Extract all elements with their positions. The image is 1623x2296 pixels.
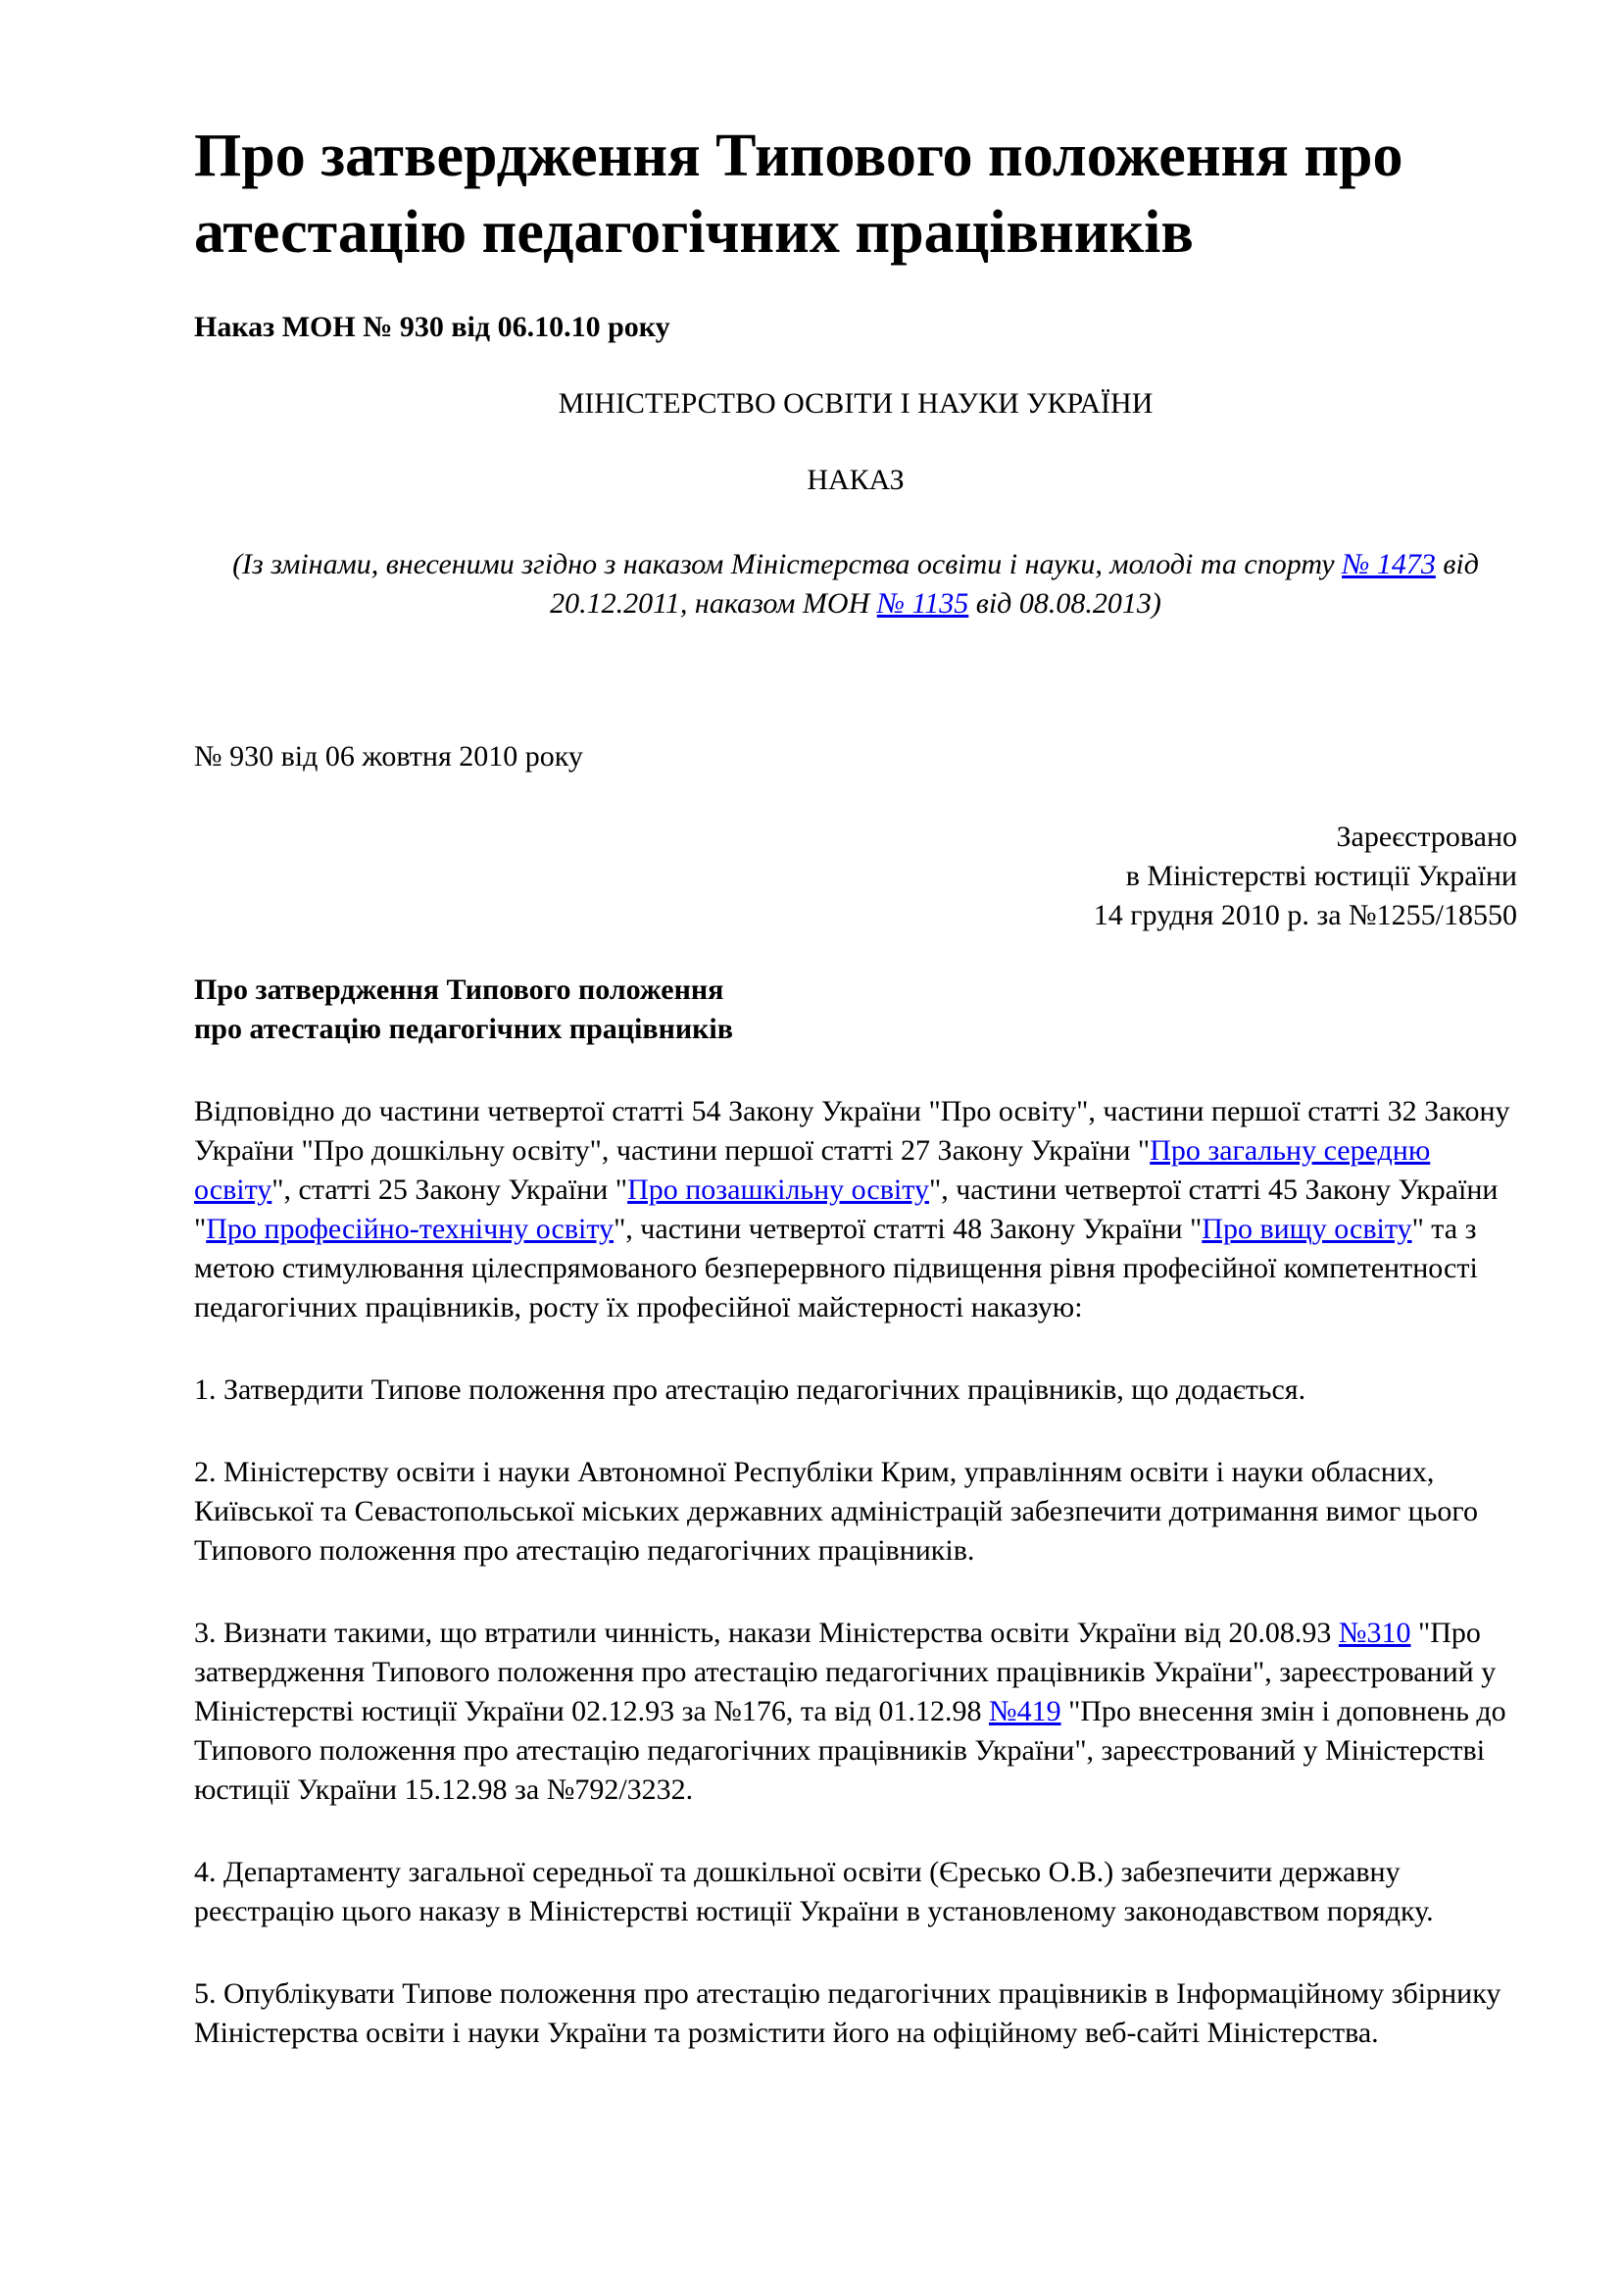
order-heading: НАКАЗ <box>807 464 905 496</box>
registration-line-1: Зареєстровано <box>1336 821 1517 853</box>
item3-text-2: "Про затвердження Типового положення про атестацію педагогічних працівників України", зареєстрований у Міністерстві юстиції України 02.12.93 за №176, та від 01.12.98 <box>194 1617 1497 1727</box>
amendments-text-2: від 20.12.2011, наказом МОН <box>550 548 1479 620</box>
preamble-text-5: " та з метою стимулювання цілеспрямованого безперервного підвищення рівня професійної компетентності педагогічних працівників, росту їх професійної майстерності наказую: <box>194 1213 1478 1323</box>
order-number: № 930 від 06 жовтня 2010 року <box>194 740 583 773</box>
document-title-line1: Про затвердження Типового положення <box>194 973 724 1006</box>
preamble-text-1: Відповідно до частини четвертої статті 54 Закону України "Про освіту", частини першої статті 32 Закону України "Про дошкільну освіту", частини першої статті 27 Закону України " <box>194 1095 1510 1167</box>
amendment-link-1135[interactable]: № 1135 <box>876 587 969 620</box>
law-link-higher[interactable]: Про вищу освіту <box>1202 1213 1412 1245</box>
amendment-link-1473[interactable]: № 1473 <box>1342 548 1436 580</box>
order-item-2: 2. Міністерству освіти і науки Автономної Республіки Крим, управлінням освіти і науки обласних, Київської та Севастопольської міських державних адміністрацій забезпечити дотримання вимог цього Типового положення про атестацію педагогічних працівників. <box>194 1456 1478 1567</box>
registration-block <box>194 818 1517 935</box>
preamble-paragraph <box>194 1092 1517 1327</box>
preamble-text-2: ", статті 25 Закону України " <box>271 1173 628 1206</box>
document-title-line2: про атестацію педагогічних працівників <box>194 1013 733 1045</box>
order-link-419[interactable]: №419 <box>988 1695 1061 1727</box>
page-title-line1: Про затвердження Типового положення про <box>194 123 1403 189</box>
order-item-4: 4. Департаменту загальної середньої та дошкільної освіти (Єресько О.В.) забезпечити державну реєстрацію цього наказу в Міністерстві юстиції України в установленому законодавством порядку. <box>194 1856 1434 1927</box>
law-link-vocational[interactable]: Про професійно-технічну освіту <box>206 1213 615 1245</box>
page-title <box>194 118 1517 271</box>
amendments-text-1: (Із змінами, внесеними згідно з наказом Міністерства освіти і науки, молоді та спорту <box>232 548 1343 580</box>
page-title-line2: атестацію педагогічних працівників <box>194 199 1194 266</box>
order-subtitle: Наказ МОН № 930 від 06.10.10 року <box>194 311 670 343</box>
order-link-310[interactable]: №310 <box>1338 1617 1411 1649</box>
amendments-note <box>194 545 1517 624</box>
order-item-5: 5. Опублікувати Типове положення про атестацію педагогічних працівників в Інформаційному збірнику Міністерства освіти і науки України та розмістити його на офіційному веб-сайті Міністерства. <box>194 1977 1501 2049</box>
order-item-3 <box>194 1614 1517 1810</box>
preamble-text-3: ", частини четвертої статті 45 Закону України " <box>194 1173 1499 1245</box>
registration-line-2: в Міністерстві юстиції України <box>1125 860 1517 892</box>
ministry-heading: МІНІСТЕРСТВО ОСВІТИ І НАУКИ УКРАЇНИ <box>558 387 1154 420</box>
preamble-text-4: ", частини четвертої статті 48 Закону України " <box>614 1213 1203 1245</box>
order-item-1: 1. Затвердити Типове положення про атестацію педагогічних працівників, що додається. <box>194 1373 1306 1406</box>
registration-line-3: 14 грудня 2010 р. за №1255/18550 <box>1093 899 1517 931</box>
law-link-general-secondary[interactable]: Про загальну середню освіту <box>194 1134 1431 1206</box>
document-title <box>194 971 1517 1049</box>
amendments-text-3: від 08.08.2013) <box>968 587 1161 620</box>
item3-text-1: 3. Визнати такими, що втратили чинність, накази Міністерства освіти України від 20.08.93 <box>194 1617 1339 1649</box>
law-link-extracurricular[interactable]: Про позашкільну освіту <box>627 1173 929 1206</box>
item3-text-3: "Про внесення змін і доповнень до Типового положення про атестацію педагогічних працівників України", зареєстрований у Міністерстві юстиції України 15.12.98 за №792/3232. <box>194 1695 1506 1806</box>
